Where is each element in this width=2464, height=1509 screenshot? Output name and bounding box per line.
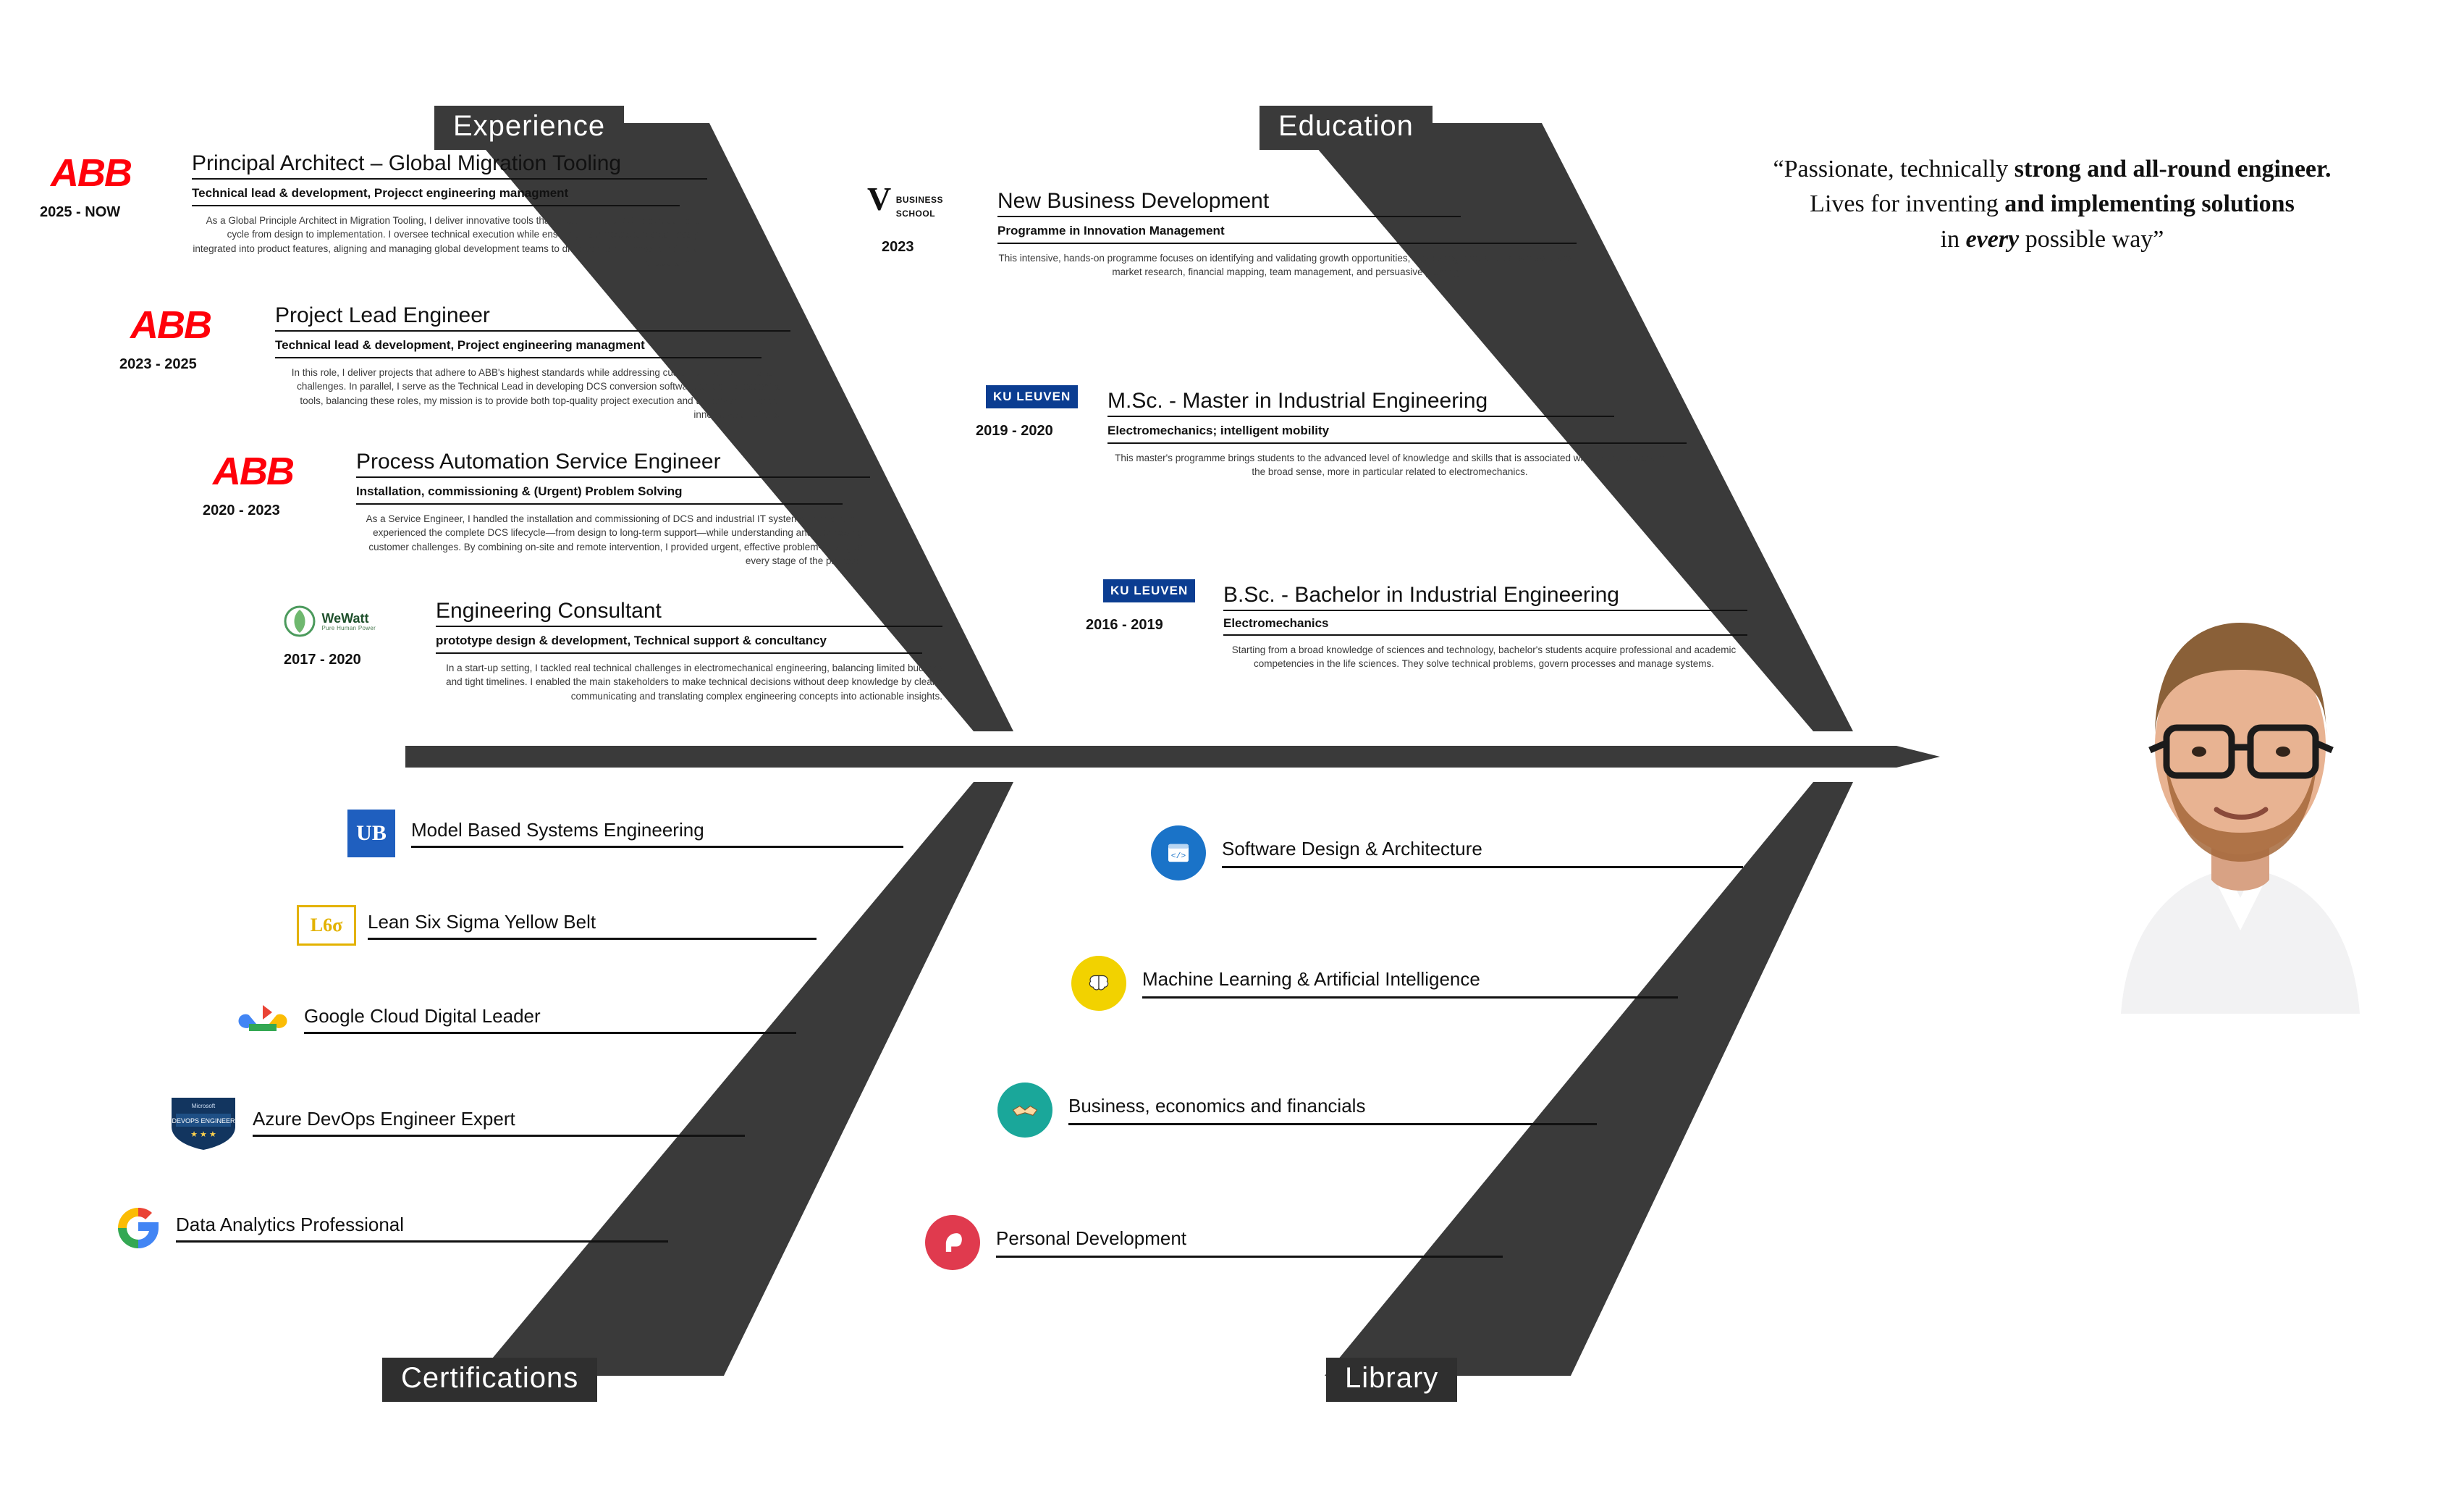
experience-subtitle: Technical lead & development, Project engineering managment (275, 337, 645, 352)
education-description: Starting from a broad knowledge of sciences and technology, bachelor's students acquire professional and academic competencies in the life sciences. They solve technical problems, govern processes and manage systems. (1231, 644, 1737, 670)
experience-subtitle: Installation, commissioning & (Urgent) Problem Solving (356, 484, 683, 498)
wewatt-name: WeWatt (321, 610, 369, 626)
ku-leuven-logo-text: KU LEUVEN (986, 385, 1078, 408)
education-years: 2019 - 2020 (976, 423, 1053, 439)
library-label: Business, economics and financials (1068, 1095, 1366, 1117)
divider (997, 243, 1577, 244)
portrait-photo (2049, 507, 2425, 1014)
certification-item[interactable] (232, 999, 796, 1040)
vlerick-logo-line1: BUSINESS (895, 195, 944, 206)
divider (192, 178, 707, 180)
experience-description: As a Service Engineer, I handled the installation and commissioning of DCS and industrial IT systems. In this role, I experienced the complete DCS lifecycle—from design to long-term support—while understanding and addressing customer challenges. By combining on-site and remote intervention, I provided urgent, effective problem-solving at every stage of the process. (366, 513, 863, 567)
abb-logo-icon: ABB (130, 303, 211, 347)
experience-years: 2017 - 2020 (284, 652, 361, 668)
education-subtitle: Electromechanics (1223, 615, 1329, 630)
quote-line-3-plain: in (1940, 225, 1966, 253)
experience-title: Principal Architect – Global Migration Tooling (192, 151, 622, 175)
quote-line-3-tail: possible way” (2019, 225, 2164, 253)
education-description: This intensive, hands-on programme focuses on identifying and validating growth opportunities, structuring innovative business plans, market research, financial mapping, team management, and persuasive pitching. (998, 252, 1576, 278)
experience-description: In this role, I deliver projects that adhere to ABB's highest standards while addressing customer requirements and challenges. In parallel, I serve as the Technical Lead in developing DCS conversion software and other essential tools, balancing these roles, my mission is to provide both top-quality project execution and the advancement of innovative solutions. (291, 366, 782, 421)
divider (1107, 442, 1687, 444)
divider (275, 330, 790, 332)
vlerick-logo-icon: V BUSINESS SCHOOL (867, 180, 944, 219)
education-entry (867, 180, 1591, 279)
experience-subtitle: Technical lead & development, Projecct engineering managment (192, 185, 569, 200)
svg-text:</>: </> (1170, 852, 1186, 861)
education-description: This master's programme brings students to the advanced level of knowledge and skills that is associated with scientific work in the broad sense, more in particular related to electromechanics. (1115, 452, 1665, 478)
divider (192, 205, 680, 206)
vlerick-logo-line2: SCHOOL (895, 208, 936, 219)
divider (368, 938, 817, 940)
experience-entry (203, 450, 906, 568)
education-subtitle: Programme in Innovation Management (997, 223, 1225, 238)
experience-title: Engineering Consultant (436, 599, 662, 623)
certification-item[interactable] (163, 1092, 745, 1153)
certification-item[interactable] (297, 905, 817, 946)
quote-line-1-plain: “Passionate, technically (1773, 156, 2014, 182)
abb-logo-icon: ABB (213, 450, 293, 493)
google-cloud-icon (232, 999, 294, 1040)
lean-six-sigma-icon: L6σ (297, 905, 356, 946)
quote-line-2-bold: and implementing solutions (2004, 190, 2295, 218)
divider (436, 626, 942, 627)
education-title: B.Sc. - Bachelor in Industrial Engineering (1223, 583, 1619, 607)
divider (1222, 866, 1743, 868)
education-years: 2016 - 2019 (1086, 617, 1163, 633)
section-header-experience: Experience (434, 106, 624, 150)
brain-icon (1071, 956, 1126, 1011)
divider (411, 846, 903, 848)
experience-title: Process Automation Service Engineer (356, 450, 721, 474)
divider (1107, 416, 1614, 417)
experience-description: As a Global Principle Architect in Migration Tooling, I deliver innovative tools that streamline the DCS development cycle from design to implementation. I oversee technical execution while ensuring user needs are seamlessly integrated into product features, aligning and managing global development teams to drive cohesive, cross-functional collaboration. (193, 214, 699, 269)
certification-item[interactable] (112, 1202, 668, 1254)
head-profile-icon (925, 1215, 980, 1270)
divider (1142, 996, 1678, 999)
headline-quote (1658, 152, 2447, 257)
quote-line-2-plain: Lives for inventing (1810, 190, 2005, 218)
svg-text:Microsoft: Microsoft (191, 1103, 216, 1109)
svg-text:★ ★ ★: ★ ★ ★ (190, 1130, 216, 1139)
google-g-icon (112, 1202, 164, 1254)
library-label: Personal Development (996, 1227, 1187, 1250)
experience-entry (40, 151, 742, 270)
experience-years: 2020 - 2023 (203, 503, 280, 518)
library-label: Software Design & Architecture (1222, 838, 1482, 860)
divider (304, 1032, 796, 1034)
experience-title: Project Lead Engineer (275, 303, 490, 327)
divider (996, 1256, 1503, 1258)
code-window-icon (1151, 825, 1206, 880)
divider (253, 1135, 745, 1137)
education-title: M.Sc. - Master in Industrial Engineering (1107, 389, 1488, 413)
education-title: New Business Development (997, 189, 1270, 213)
divider (436, 652, 922, 654)
handshake-icon (997, 1083, 1052, 1138)
divider (356, 503, 843, 505)
divider (1223, 634, 1747, 636)
experience-years: 2023 - 2025 (119, 356, 197, 372)
certification-label: Lean Six Sigma Yellow Belt (368, 911, 596, 933)
certification-label: Model Based Systems Engineering (411, 819, 704, 841)
library-item[interactable] (1151, 825, 1743, 880)
wewatt-tagline: Pure Human Power (321, 624, 376, 631)
divider (176, 1240, 668, 1243)
library-label: Machine Learning & Artificial Intelligence (1142, 968, 1480, 991)
education-subtitle: Electromechanics; intelligent mobility (1107, 423, 1330, 437)
ku-leuven-logo-icon (1103, 579, 1195, 602)
ub-buffalo-icon: UB (347, 810, 395, 857)
divider (275, 357, 761, 358)
experience-entry (284, 599, 993, 703)
ku-leuven-logo-text: KU LEUVEN (1103, 579, 1195, 602)
wewatt-logo-icon (284, 605, 376, 637)
experience-entry (119, 303, 811, 422)
certification-label: Google Cloud Digital Leader (304, 1005, 541, 1027)
certification-label: Data Analytics Professional (176, 1214, 405, 1236)
ku-leuven-logo-icon (986, 385, 1078, 408)
quote-line-3-emph: every (1965, 225, 2020, 253)
library-item[interactable] (925, 1215, 1503, 1270)
section-header-education: Education (1260, 106, 1433, 150)
library-item[interactable] (997, 1083, 1597, 1138)
divider (1223, 610, 1747, 611)
azure-devops-badge-icon (163, 1092, 244, 1153)
education-entry (1086, 583, 1824, 671)
library-item[interactable] (1071, 956, 1678, 1011)
divider (1068, 1123, 1597, 1125)
section-header-library: Library (1326, 1358, 1457, 1402)
quote-line-1-bold: strong and all-round engineer. (2014, 156, 2332, 182)
education-years: 2023 (882, 239, 914, 255)
section-header-certifications: Certifications (382, 1358, 597, 1402)
experience-years: 2025 - NOW (40, 204, 121, 220)
svg-text:DEVOPS ENGINEER: DEVOPS ENGINEER (172, 1117, 235, 1125)
divider (356, 476, 870, 478)
experience-subtitle: prototype design & development, Technical support & concultancy (436, 633, 827, 647)
abb-logo-icon: ABB (51, 151, 131, 195)
education-entry (976, 389, 1701, 479)
certification-item[interactable] (347, 810, 903, 857)
divider (997, 216, 1461, 217)
certification-label: Azure DevOps Engineer Expert (253, 1108, 515, 1130)
experience-description: In a start-up setting, I tackled real technical challenges in electromechanical engineering, balancing limited budgets and tight timelines. I enabled the main stakeholders to make technical decisions without deep knowledge by clearly communicating and translating complex engineering concepts into actionable insights. (446, 662, 942, 702)
